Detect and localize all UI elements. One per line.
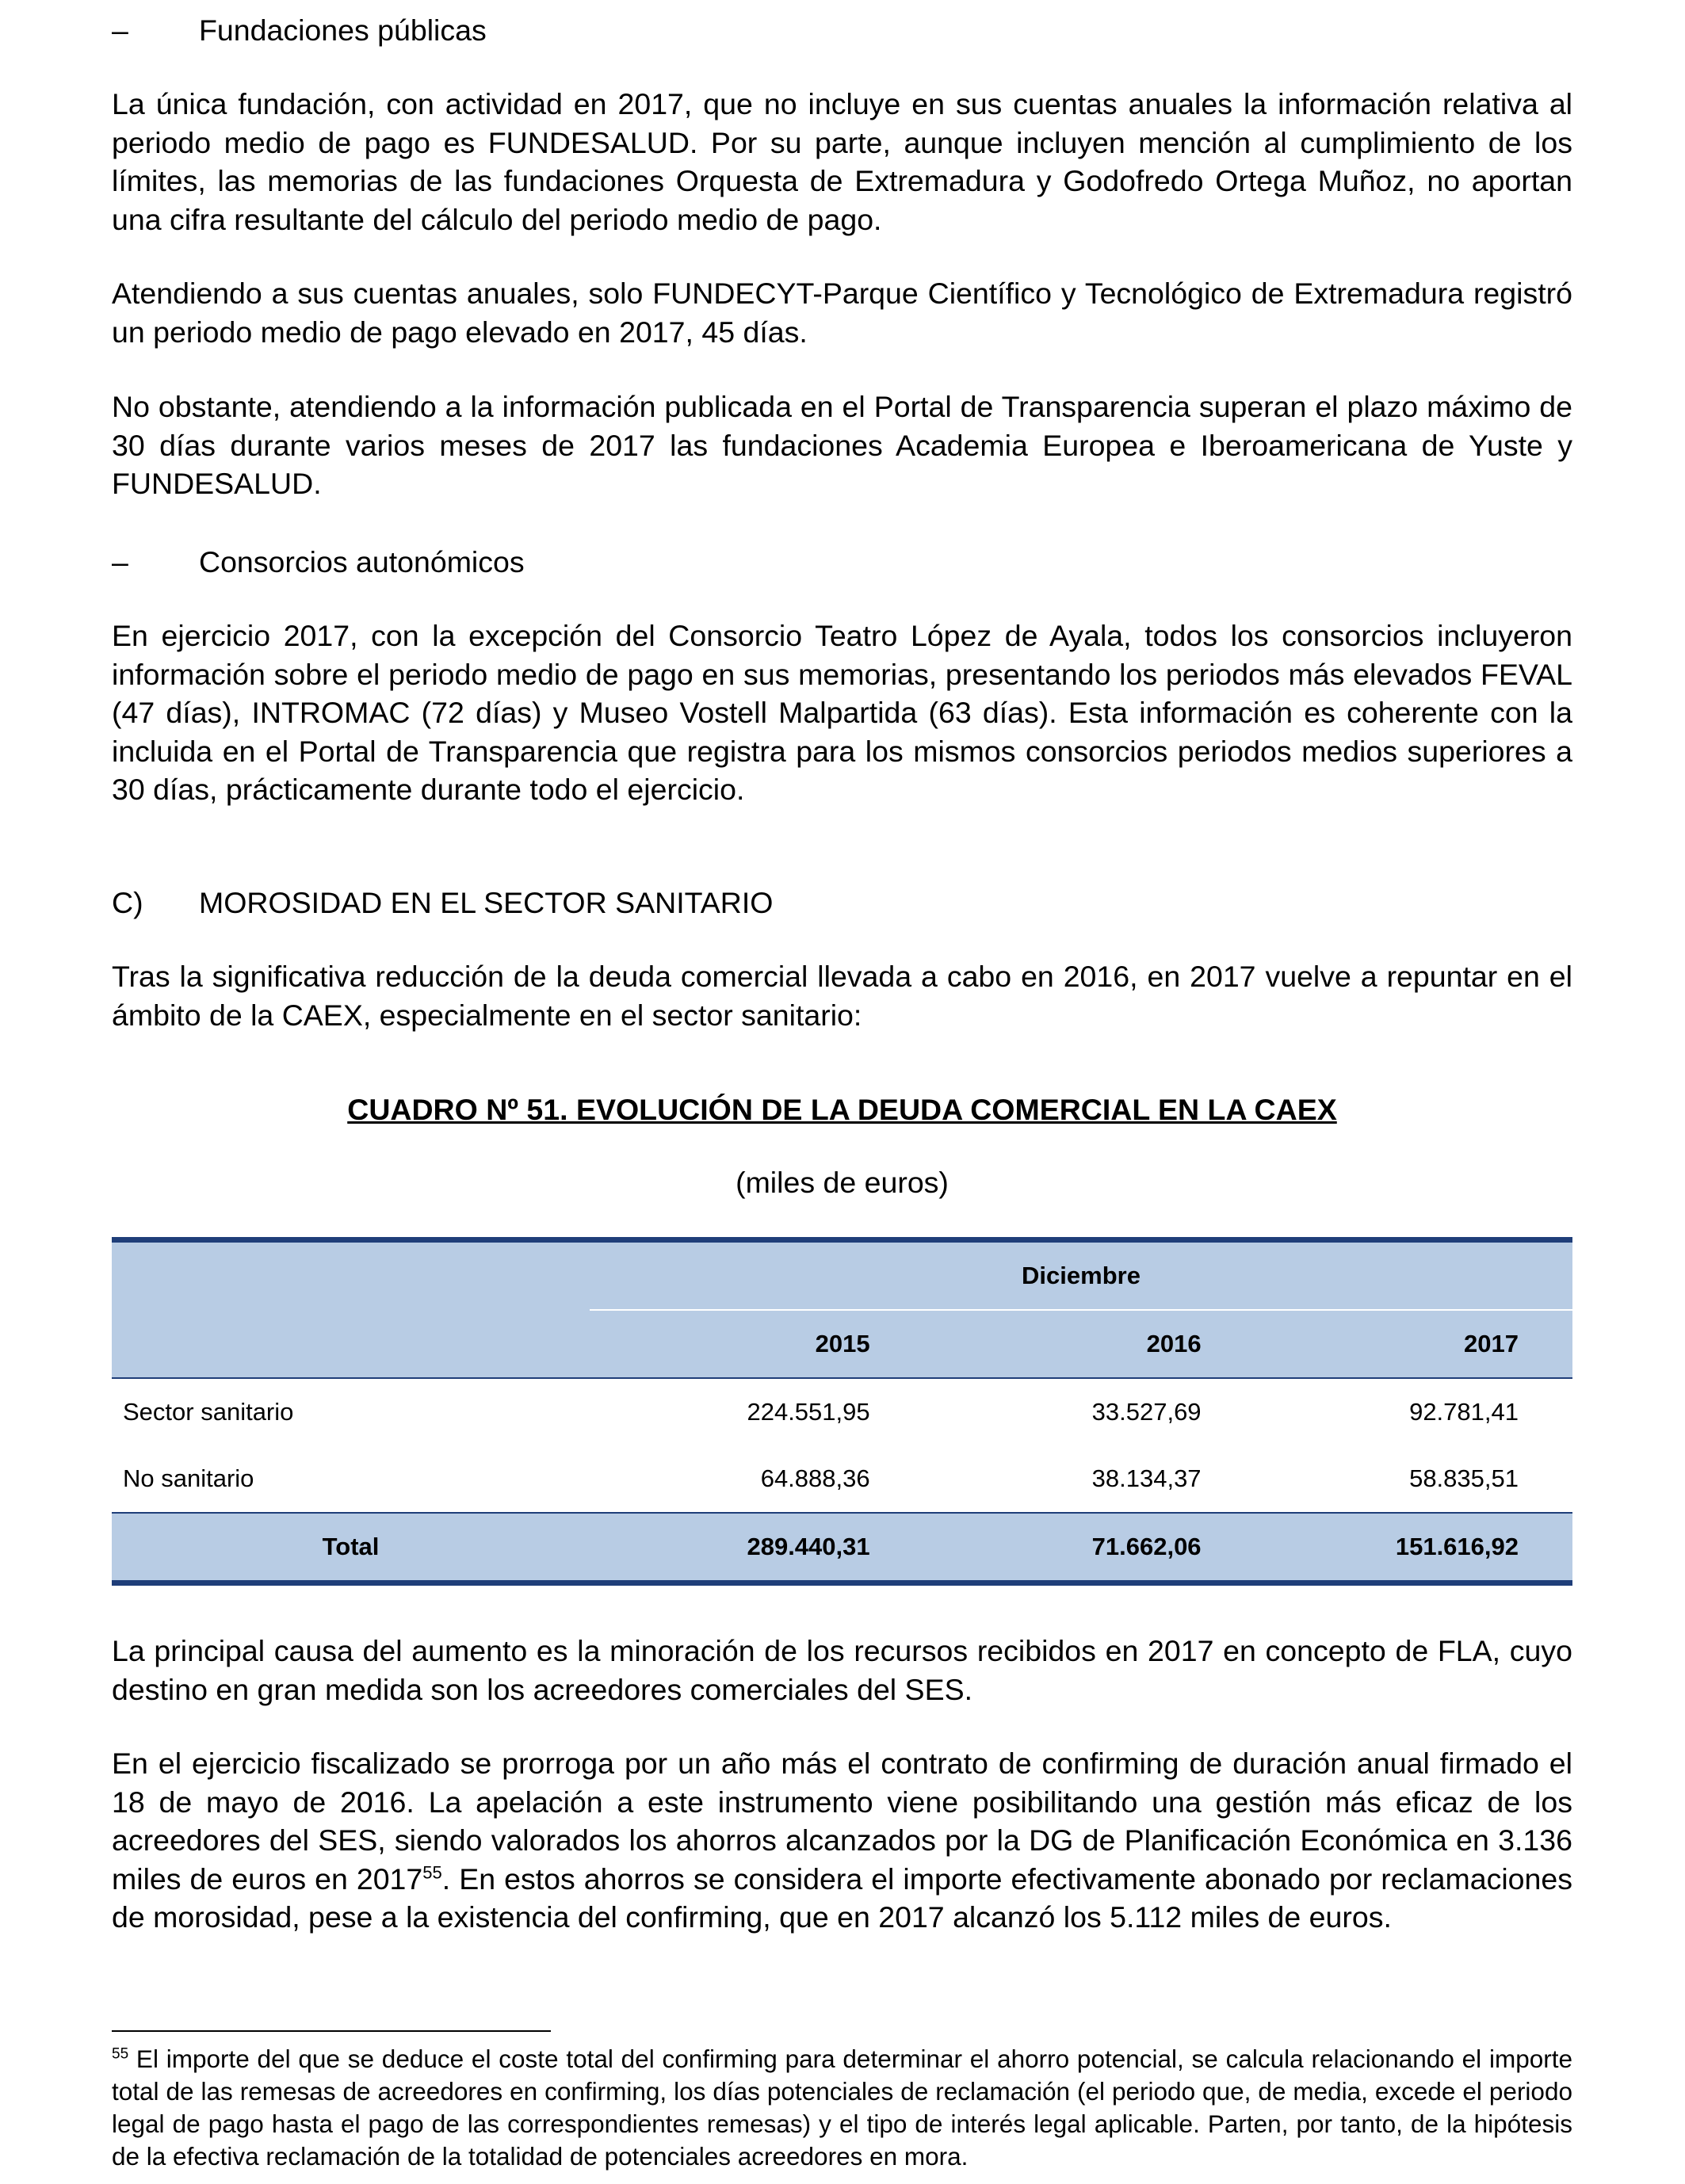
fundaciones-paragraph-3: No obstante, atendiendo a la información publicada en el Portal de Transparencia superan el plazo máximo de 30 días durante varios meses de 2017 las fundaciones Academia Europea e Iberoamericana de Yuste y FUNDESALUD. [112, 390, 1572, 500]
heading-text: MOROSIDAD EN EL SECTOR SANITARIO [199, 886, 774, 919]
total-cell: 71.662,06 [924, 1513, 1255, 1583]
table-cell: 92.781,41 [1255, 1378, 1572, 1445]
table-header-row [112, 1240, 1572, 1311]
paragraph-text: En el ejercicio fiscalizado se prorroga por un año más el contrato de confirming de duración anual firmado el 18 de mayo de 2016. La apelación a este instrumento viene posibilitando una gestión más eficaz de los acreedores del SES, siendo valorados los ahorros alcanzados por la DG de Planificación Económica en 3.136 miles de euros en 2017 [112, 1747, 1572, 1896]
morosidad-paragraph-1: Tras la significativa reducción de la deuda comercial llevada a cabo en 2016, en 2017 vuelve a repuntar en el ámbito de la CAEX, especialmente en el sector sanitario: [112, 960, 1572, 1032]
row-label: No sanitario [112, 1445, 590, 1513]
year-header: 2016 [924, 1310, 1255, 1378]
consorcios-heading [112, 543, 525, 581]
dash-bullet: – [112, 545, 128, 578]
morosidad-heading [112, 884, 773, 922]
table-cell: 38.134,37 [924, 1445, 1255, 1513]
table-cell: 224.551,95 [590, 1378, 924, 1445]
table-title: CUADRO Nº 51. EVOLUCIÓN DE LA DEUDA COMERCIAL EN LA CAEX [347, 1093, 1337, 1126]
dash-bullet: – [112, 13, 128, 47]
section-letter: C) [112, 886, 143, 919]
empty-header-cell [112, 1240, 590, 1379]
fundaciones-heading [112, 11, 487, 49]
footnote [112, 2043, 1572, 2173]
heading-text: Consorcios autonómicos [199, 545, 525, 578]
fundaciones-paragraph-1: La única fundación, con actividad en 2017, que no incluye en sus cuentas anuales la información relativa al periodo medio de pago es FUNDESALUD. Por su parte, aunque incluyen mención al cumplimiento de los límites, las memorias de las fundaciones Orquesta de Extremadura y Godofredo Ortega Muñoz, no aportan una cifra resultante del cálculo del periodo medio de pago. [112, 87, 1572, 236]
table-row [112, 1378, 1572, 1445]
footnote-ref[interactable]: 55 [422, 1862, 442, 1882]
fundaciones-paragraph-2: Atendiendo a sus cuentas anuales, solo FUNDECYT-Parque Científico y Tecnológico de Extremadura registró un periodo medio de pago elevado en 2017, 45 días. [112, 277, 1572, 349]
paragraph-text: . En estos ahorros se considera el importe efectivamente abonado por reclamaciones de morosidad, pese a la existencia del confirming, que en 2017 alcanzó los 5.112 miles de euros. [112, 1861, 1572, 1934]
total-label: Total [112, 1513, 590, 1583]
year-header: 2015 [590, 1310, 924, 1378]
row-label: Sector sanitario [112, 1378, 590, 1445]
table-cell: 33.527,69 [924, 1378, 1255, 1445]
after-table-paragraph-1: La principal causa del aumento es la minoración de los recursos recibidos en 2017 en concepto de FLA, cuyo destino en gran medida son los acreedores comerciales del SES. [112, 1634, 1572, 1706]
consorcios-paragraph-1: En ejercicio 2017, con la excepción del Consorcio Teatro López de Ayala, todos los consorcios incluyeron información sobre el periodo medio de pago en sus memorias, presentando los periodos más elevados FEVAL (47 días), INTROMAC (72 días) y Museo Vostell Malpartida (63 días). Esta información es coherente con la incluida en el Portal de Transparencia que registra para los mismos consorcios periodos medios superiores a 30 días, prácticamente durante todo el ejercicio. [112, 619, 1572, 806]
table-row [112, 1445, 1572, 1513]
footnote-separator [112, 2030, 551, 2032]
total-cell: 289.440,31 [590, 1513, 924, 1583]
table-cell: 58.835,51 [1255, 1445, 1572, 1513]
debt-table [112, 1237, 1572, 1586]
total-cell: 151.616,92 [1255, 1513, 1572, 1583]
table-unit: (miles de euros) [736, 1166, 949, 1199]
group-header-diciembre: Diciembre [590, 1240, 1572, 1311]
table-total-row [112, 1513, 1572, 1583]
footnote-text: El importe del que se deduce el coste total del confirming para determinar el ahorro potencial, se calcula relacionando el importe total de las remesas de acreedores en confirming, los días potenciales de reclamación (el periodo que, de media, excede el periodo legal de pago hasta el pago de las correspondientes remesas) y el tipo de interés legal aplicable. Parten, por tanto, de la hipótesis de la efectiva reclamación de la totalidad de potenciales acreedores en mora. [112, 2045, 1572, 2171]
heading-text: Fundaciones públicas [199, 13, 487, 47]
footnote-number: 55 [112, 2045, 129, 2063]
year-header: 2017 [1255, 1310, 1572, 1378]
table-cell: 64.888,36 [590, 1445, 924, 1513]
after-table-paragraph-2 [112, 1744, 1572, 1937]
